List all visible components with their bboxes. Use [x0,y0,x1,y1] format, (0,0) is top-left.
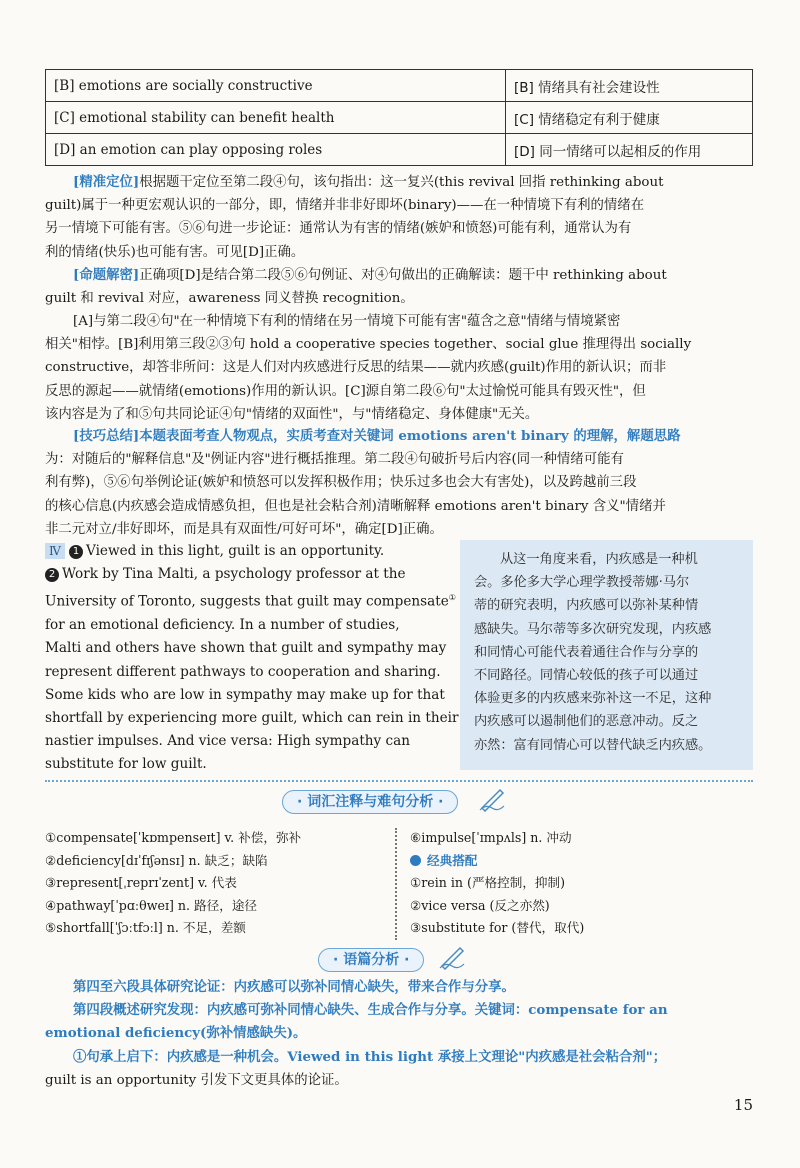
discourse-heading: · 语篇分析 · [318,948,424,972]
phrase-title-text: 经典搭配 [427,852,478,868]
option-cn: [D] 同一情绪可以起相反的作用 [506,134,753,166]
text-line: constructive，却答非所问：这是人们对内疚感进行反思的结果——就内疚感(guilt)作用的新认识；而非 [45,360,667,376]
text-line: nastier impulses. And vice versa: High sympathy can [45,733,411,750]
text-line: 蒂的研究表明，内疚感可以弥补某种情 [474,598,699,614]
text-line: 内疚感可以遏制他们的恶意冲动。反之 [474,714,699,730]
text-line: [A]与第二段④句"在一种情境下有利的情绪在另一情境下可能有害"蕴含之意"情绪与情境紧密 [73,314,621,329]
text-line: 会。多伦多大学心理学教授蒂娜·马尔 [474,575,690,591]
pen-icon [478,786,506,812]
passage-iv [45,540,459,777]
discourse-paragraph [45,976,753,1092]
divider [45,780,753,782]
text-line: 的核心信息(内疚感会造成情感负担，但也是社会粘合剂)清晰解释 emotions aren't binary 含义"情绪并 [45,498,666,514]
text-line: guilt is an opportunity 引发下文更具体的论证。 [45,1072,348,1088]
text-line: 该内容是为了和⑤句共同论证④句"情绪的双面性"，与"情绪稳定、身体健康"无关。 [45,406,539,422]
vocab-list [45,827,385,940]
tips-paragraph [45,425,753,541]
bullet-icon [410,855,421,866]
analysis-paragraph [45,310,753,426]
locate-tag: [精准定位] [73,174,140,190]
sentence-number: 2 [45,568,59,582]
text-line: 本题表面考查人物观点，实质考查对关键词 emotions aren't binary 的理解，解题思路 [139,428,681,444]
text-line: Work by Tina Malti, a psychology professor at the [62,566,406,583]
text-line: 第四至六段具体研究论证：内疚感可以弥补同情心缺失，带来合作与分享。 [73,979,515,995]
vocab-item: ⑥impulse[ˈɪmpʌls] n. 冲动 [410,830,572,845]
text-line: 根据题干定位至第二段④句，该句指出：这一复兴(this revival 回指 rethinking about [139,175,664,190]
option-en: [C] emotional stability can benefit health [46,102,506,134]
text-line: 感缺失。马尔蒂等多次研究发现，内疚感 [474,621,712,637]
decode-tag: [命题解密] [73,267,140,283]
decode-paragraph [45,264,753,310]
text-line: 从这一角度来看，内疚感是一种机 [500,552,698,567]
text-line: guilt)属于一种更宏观认识的一部分，即，情绪并非非好即坏(binary)——在一种情境下有利的情绪在 [45,198,645,214]
page-number: 15 [733,1096,753,1114]
text-line: 相关"相悖。[B]利用第三段②③句 hold a cooperative species together、social glue 推理得出 socially [45,337,692,353]
text-line: 第四段概述研究发现：内疚感可弥补同情心缺失、生成合作与分享。关键词：compensate for an [73,1002,668,1019]
text-line: 利的情绪(快乐)也可能有害。可见[D]正确。 [45,244,305,260]
column-divider [395,828,397,940]
phrase-item: ②vice versa (反之亦然) [410,897,550,913]
text-line: guilt 和 revival 对应，awareness 同义替换 recognition。 [45,291,414,307]
locate-paragraph [45,171,753,264]
text-line: 利有弊)，⑤⑥句举例论证(嫉妒和愤怒可以发挥积极作用；快乐过多也会大有害处)，以及跨越前三段 [45,475,637,491]
vocab-item: ②deficiency[dɪˈfɪʃənsɪ] n. 缺乏；缺陷 [45,852,268,868]
vocab-item: ①compensate[ˈkɒmpenseɪt] v. 补偿，弥补 [45,830,302,845]
option-en: [D] an emotion can play opposing roles [46,134,506,166]
pen-icon [438,944,466,970]
vocab-item: ③represent[ˌreprɪˈzent] v. 代表 [45,875,237,890]
phrase-item: ③substitute for (替代，取代) [410,920,585,935]
text-line: 反思的源起——就情绪(emotions)作用的新认识。[C]源自第二段⑥句"太过愉悦可能具有毁灭性"，但 [45,383,646,399]
text-line: Some kids who are low in sympathy may make up for that [45,686,445,703]
text-line: Viewed in this light, guilt is an opportunity. [86,543,385,559]
text-line [45,1046,753,1069]
vocab-heading: · 词汇注释与难句分析 · [282,790,458,814]
text-line: shortfall by experiencing more guilt, which can rein in their [45,709,459,726]
text-line: University of Toronto, suggests that guilt may compensate [45,593,449,610]
phrase-item: ①rein in (严格控制，抑制) [410,875,566,890]
text-line: Malti and others have shown that guilt and sympathy may [45,640,447,657]
text-line: ①句承上启下：内疚感是一种机会。Viewed in this light 承接上文理论"内疚感是社会粘合剂"； [73,1048,667,1065]
text-line: 另一情境下可能有害。⑤⑥句进一步论证：通常认为有害的情绪(嫉妒和愤怒)可能有利，通常认为有 [45,221,632,237]
footnote-marker: ① [448,593,456,603]
text-line: 为：对随后的"解释信息"及"例证内容"进行概括推理。第二段④句破折号后内容(同一种情绪可能有 [45,452,624,468]
sentence-number: 1 [69,545,83,559]
text-line: 亦然：富有同情心可以替代缺乏内疚感。 [474,737,712,753]
text-line: 体验更多的内疚感来弥补这一不足，这种 [474,691,712,707]
option-cn: [C] 情绪稳定有利于健康 [506,102,753,134]
vocab-item: ⑤shortfall[ˈʃɔːtfɔːl] n. 不足，差额 [45,920,246,935]
option-row [46,134,753,166]
text-line [45,586,456,614]
options-table [45,69,753,166]
text-line: for an emotional deficiency. In a number of studies, [45,617,400,634]
vocab-right [410,827,750,940]
option-en: [B] emotions are socially constructive [46,70,506,102]
text-line: substitute for low guilt. [45,756,207,773]
option-cn: [B] 情绪具有社会建设性 [506,70,753,102]
section-marker: Ⅳ [45,543,65,559]
phrase-title [410,850,750,873]
text-line: emotional deficiency(弥补情感缺失)。 [45,1025,307,1042]
text-line: represent different pathways to cooperation and sharing. [45,663,441,680]
option-row [46,70,753,102]
text-line: 正确项[D]是结合第二段⑤⑥句例证、对④句做出的正确解读：题干中 rethinking about [139,268,667,283]
translation-box [460,540,753,770]
tips-tag: [技巧总结] [73,428,140,444]
text-line: 非二元对立/非好即坏，而是具有双面性/可好可坏"，确定[D]正确。 [45,521,443,537]
text-line: 和同情心可能代表着通往合作与分享的 [474,644,699,660]
text-line [45,614,453,637]
text-line: 不同路径。同情心较低的孩子可以通过 [474,668,699,684]
vocab-item: ④pathway[ˈpɑːθweɪ] n. 路径，途径 [45,897,258,913]
option-row [46,102,753,134]
